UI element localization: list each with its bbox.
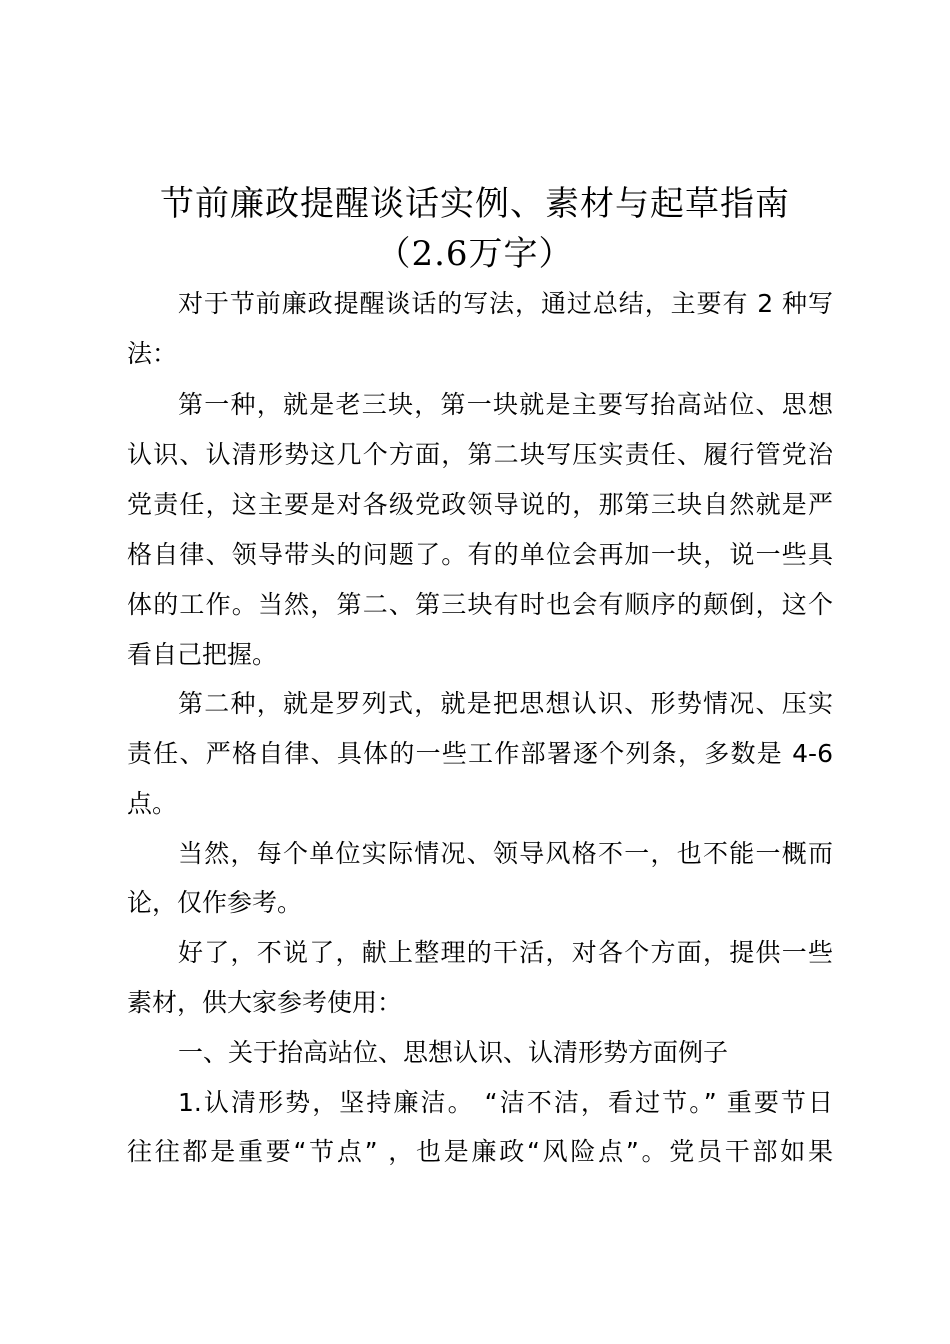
paragraph-line: 认识、认清形势这几个方面，第二块写压实责任、履行管党治 bbox=[127, 440, 833, 469]
paragraph-line: 素材，供大家参考使用： bbox=[127, 988, 403, 1017]
paragraph-line: 体的工作。当然，第二、第三块有时也会有顺序的颠倒，这个 bbox=[127, 590, 833, 619]
paragraph-line: 点。 bbox=[127, 789, 178, 818]
section-heading: 一、关于抬高站位、思想认识、认清形势方面例子 bbox=[178, 1038, 729, 1067]
document-title: 节前廉政提醒谈话实例、素材与起草指南 bbox=[160, 184, 790, 224]
paragraph-line: 对于节前廉政提醒谈话的写法，通过总结，主要有 2 种写 bbox=[178, 289, 833, 318]
paragraph-line: 第二种，就是罗列式，就是把思想认识、形势情况、压实 bbox=[178, 689, 833, 718]
document-subtitle: （2.6万字） bbox=[376, 234, 574, 274]
paragraph-line: 第一种，就是老三块，第一块就是主要写抬高站位、思想 bbox=[178, 390, 833, 419]
paragraph-line: 好了，不说了，献上整理的干活，对各个方面，提供一些 bbox=[178, 938, 833, 967]
paragraph-line: 格自律、领导带头的问题了。有的单位会再加一块，说一些具 bbox=[127, 540, 833, 569]
paragraph-line: 法： bbox=[127, 339, 178, 368]
paragraph-line: 看自己把握。 bbox=[127, 640, 278, 669]
paragraph-line: 责任、严格自律、具体的一些工作部署逐个列条，多数是 4-6 bbox=[127, 739, 833, 768]
paragraph-line: 往往都是重要“节点” ，也是廉政“风险点”。党员干部如果 bbox=[127, 1137, 833, 1166]
paragraph-line: 1.认清形势，坚持廉洁。 “洁不洁，看过节。” 重要节日 bbox=[178, 1088, 833, 1117]
paragraph-line: 党责任，这主要是对各级党政领导说的，那第三块自然就是严 bbox=[127, 490, 833, 519]
paragraph-line: 当然，每个单位实际情况、领导风格不一，也不能一概而 bbox=[178, 839, 833, 868]
paragraph-line: 论，仅作参考。 bbox=[127, 888, 303, 917]
